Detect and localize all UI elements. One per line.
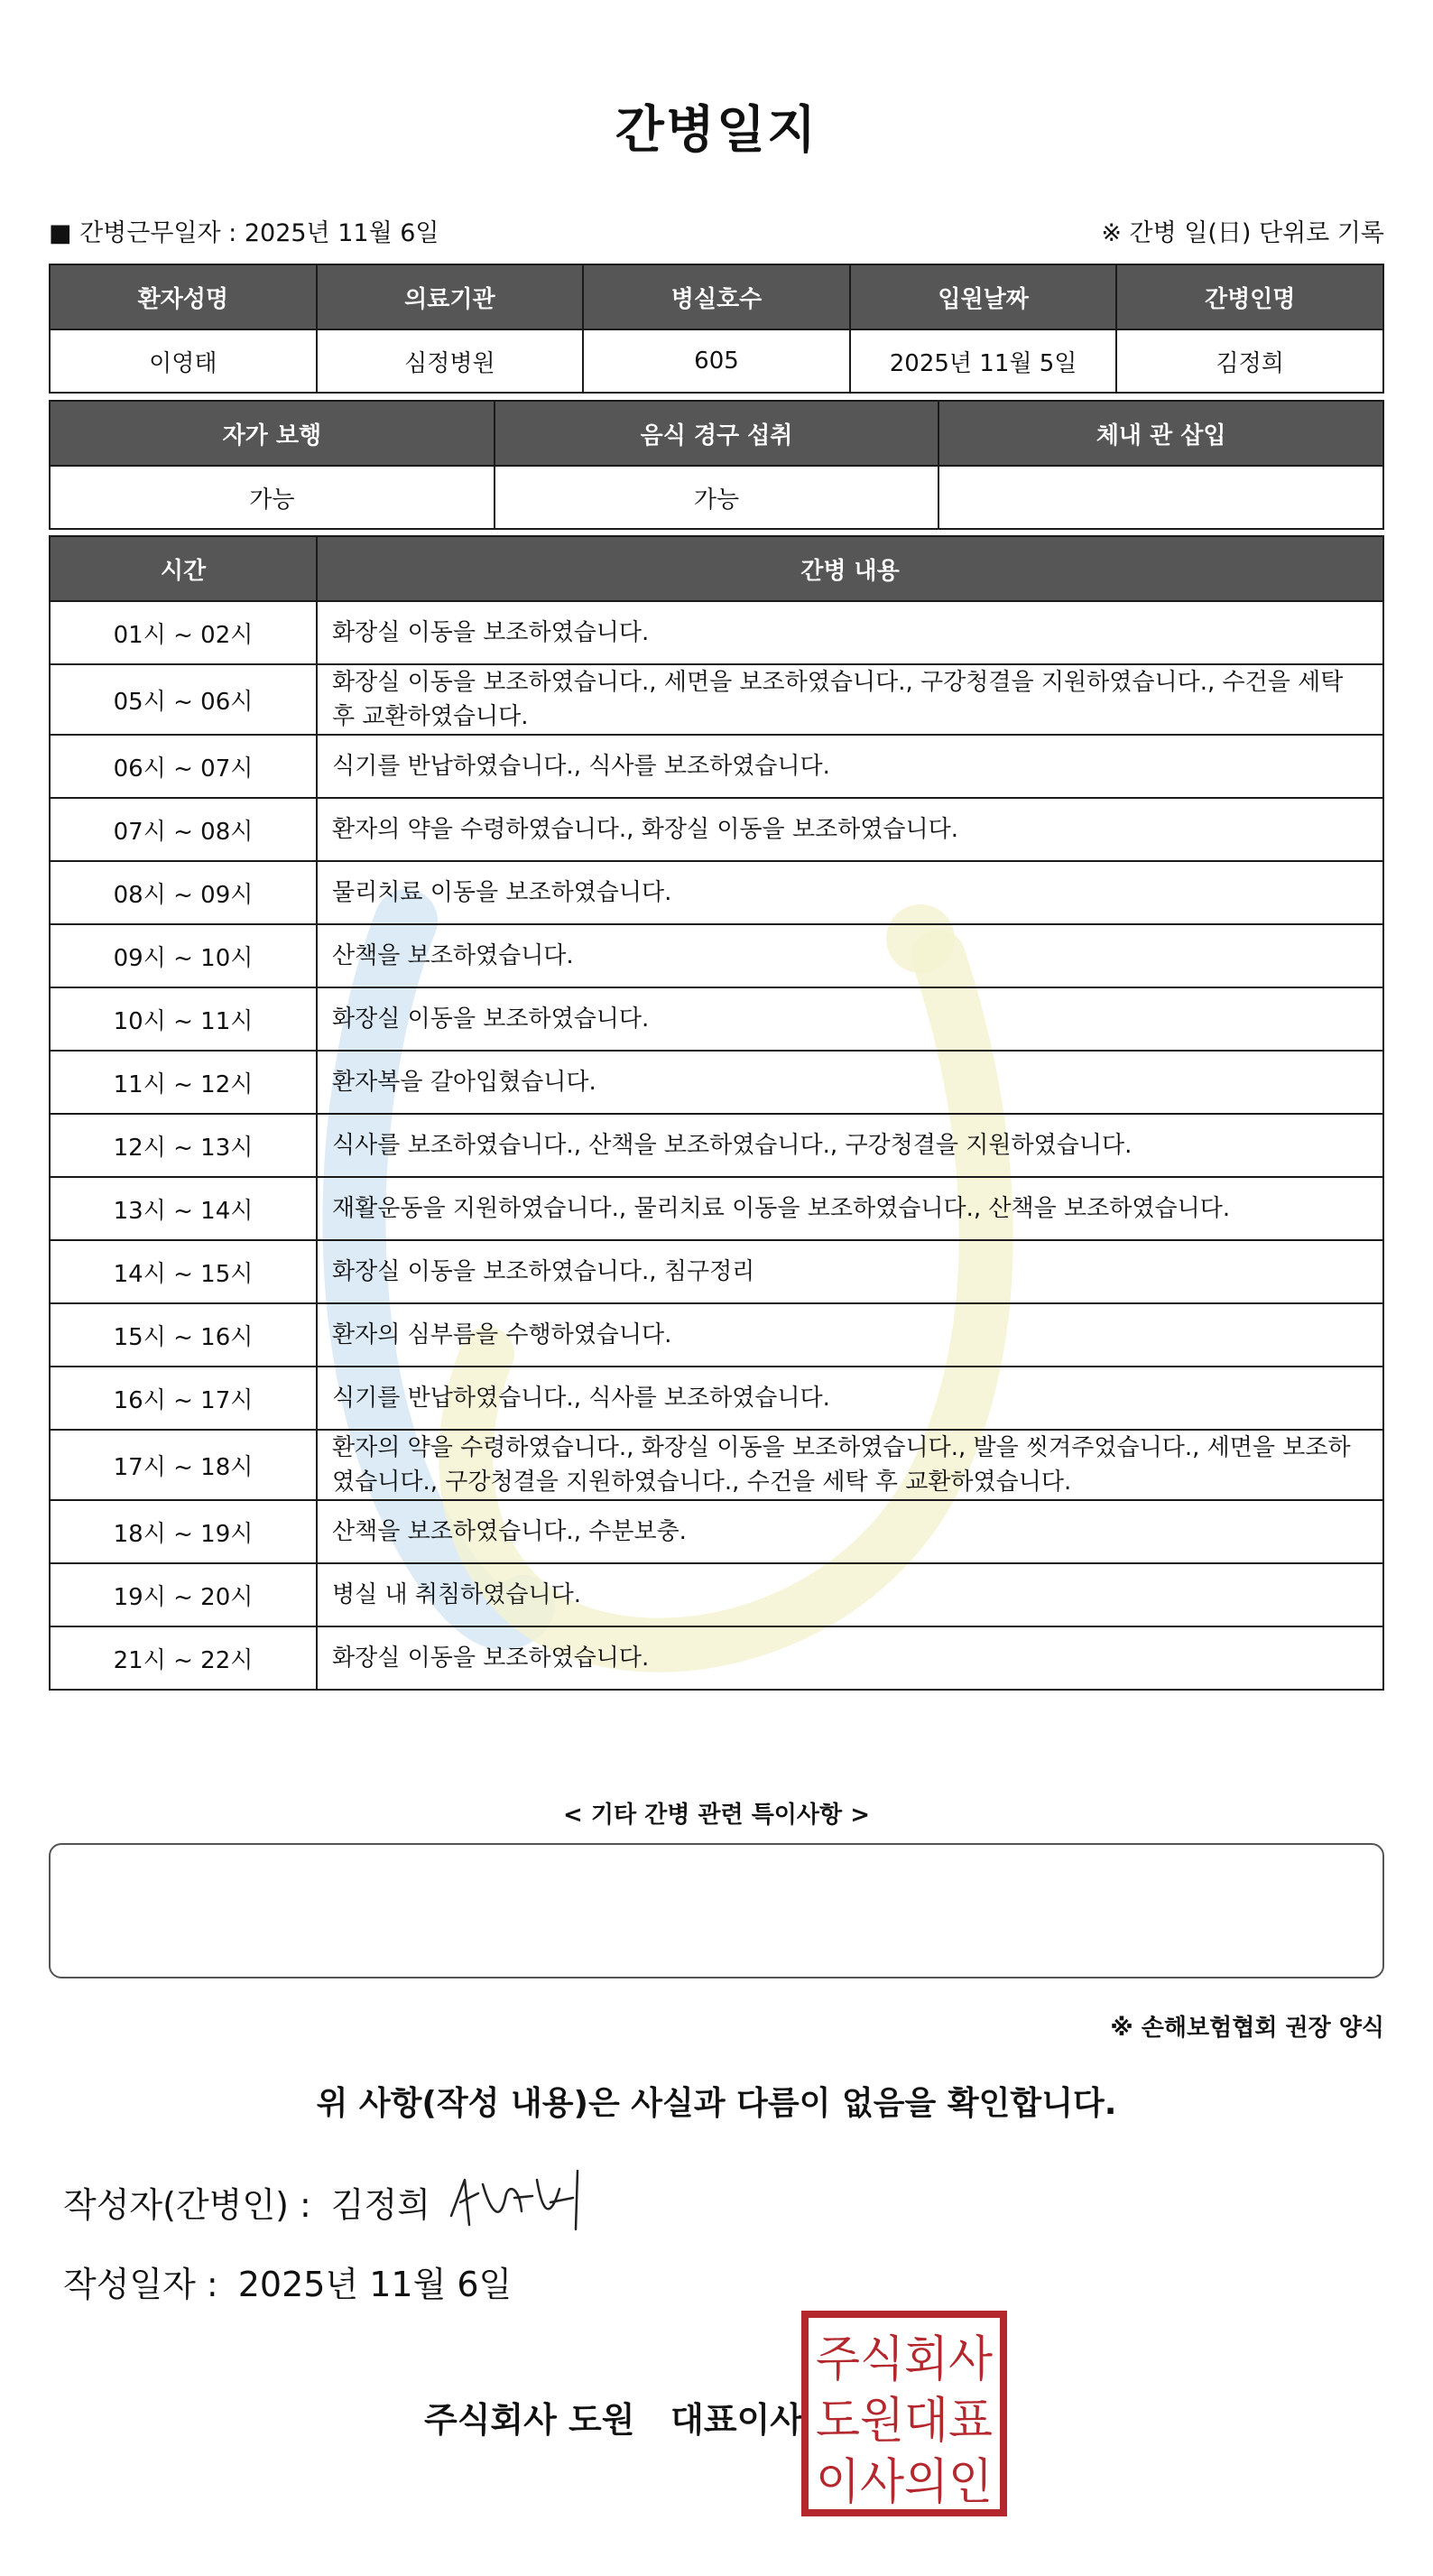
table-row — [50, 1626, 1383, 1690]
log-content: 물리치료 이동을 보조하였습니다. — [317, 861, 1383, 924]
log-time: 17시 ~ 18시 — [50, 1430, 317, 1500]
table-row — [50, 798, 1383, 861]
table-row — [50, 664, 1383, 735]
log-time: 14시 ~ 15시 — [50, 1240, 317, 1303]
care-date: ■ 간병근무일자 : 2025년 11월 6일 — [49, 219, 439, 247]
care-log-table — [49, 535, 1384, 1691]
log-time: 01시 ~ 02시 — [50, 601, 317, 664]
log-content: 식기를 반납하였습니다., 식사를 보조하였습니다. — [317, 1367, 1383, 1430]
header-hospital: 의료기관 — [317, 264, 584, 329]
table-row — [50, 329, 1383, 393]
log-time: 06시 ~ 07시 — [50, 735, 317, 798]
header-tube-insertion: 체내 관 삽입 — [938, 401, 1383, 466]
table-row — [50, 1240, 1383, 1303]
log-time: 13시 ~ 14시 — [50, 1177, 317, 1240]
log-content: 식사를 보조하였습니다., 산책을 보조하였습니다., 구강청결을 지원하였습니다. — [317, 1114, 1383, 1177]
patient-info-table — [49, 264, 1384, 394]
header-room: 병실호수 — [583, 264, 850, 329]
written-date-label: 작성일자 : — [63, 2265, 218, 2304]
table-header-row — [50, 264, 1383, 329]
seal-line-2: 도원대표 — [816, 2392, 993, 2449]
log-content: 화장실 이동을 보조하였습니다. — [317, 987, 1383, 1051]
confirmation-statement: 위 사항(작성 내용)은 사실과 다름이 없음을 확인합니다. — [316, 2085, 1117, 2122]
table-header-row — [50, 536, 1383, 601]
log-content: 병실 내 취침하였습니다. — [317, 1563, 1383, 1626]
table-row — [50, 1114, 1383, 1177]
header-care-content: 간병 내용 — [317, 536, 1383, 601]
patient-name: 이영태 — [50, 329, 317, 393]
log-content: 산책을 보조하였습니다., 수분보충. — [317, 1500, 1383, 1563]
document-title: 간병일지 — [615, 101, 818, 160]
log-time: 21시 ~ 22시 — [50, 1626, 317, 1690]
log-content: 산책을 보조하였습니다. — [317, 924, 1383, 987]
seal-line-1: 주식회사 — [816, 2330, 993, 2387]
log-content: 환자의 약을 수령하였습니다., 화장실 이동을 보조하였습니다., 발을 씻겨주었습니다., 세면을 보조하였습니다., 구강청결을 지원하였습니다., 수건을 세탁 후 교환하였습니다. — [317, 1430, 1383, 1500]
table-row — [50, 601, 1383, 664]
special-notes-box — [49, 1843, 1384, 1978]
table-row — [50, 1177, 1383, 1240]
log-content: 재활운동을 지원하였습니다., 물리치료 이동을 보조하였습니다., 산책을 보조하였습니다. — [317, 1177, 1383, 1240]
log-content: 화장실 이동을 보조하였습니다., 침구정리 — [317, 1240, 1383, 1303]
header-oral-intake: 음식 경구 섭취 — [495, 401, 939, 466]
log-time: 07시 ~ 08시 — [50, 798, 317, 861]
table-row — [50, 1500, 1383, 1563]
caregiver-name: 김정희 — [1116, 329, 1383, 393]
self-walking-value: 가능 — [50, 466, 495, 529]
log-content: 화장실 이동을 보조하였습니다. — [317, 601, 1383, 664]
care-log-body — [50, 601, 1383, 1690]
table-row — [50, 1563, 1383, 1626]
log-time: 10시 ~ 11시 — [50, 987, 317, 1051]
table-row — [50, 1367, 1383, 1430]
log-content: 식기를 반납하였습니다., 식사를 보조하였습니다. — [317, 735, 1383, 798]
admission-date: 2025년 11월 5일 — [850, 329, 1117, 393]
log-content: 환자의 약을 수령하였습니다., 화장실 이동을 보조하였습니다. — [317, 798, 1383, 861]
company-signature: 주식회사 도원 대표이사 — [424, 2400, 803, 2440]
log-time: 08시 ~ 09시 — [50, 861, 317, 924]
log-time: 16시 ~ 17시 — [50, 1367, 317, 1430]
record-unit-note: ※ 간병 일(日) 단위로 기록 — [1101, 219, 1384, 247]
writer-name: 김정희 — [330, 2185, 430, 2225]
table-row — [50, 924, 1383, 987]
log-content: 환자복을 갈아입혔습니다. — [317, 1051, 1383, 1114]
tube-insertion-value — [938, 466, 1383, 529]
seal-line-3: 이사의인 — [816, 2453, 993, 2510]
header-admission-date: 입원날짜 — [850, 264, 1117, 329]
log-content: 화장실 이동을 보조하였습니다. — [317, 1626, 1383, 1690]
log-time: 11시 ~ 12시 — [50, 1051, 317, 1114]
recommended-form-note: ※ 손해보험협회 권장 양식 — [1110, 2015, 1384, 2042]
written-date-value: 2025년 11월 6일 — [237, 2265, 513, 2304]
log-time: 19시 ~ 20시 — [50, 1563, 317, 1626]
header-time: 시간 — [50, 536, 317, 601]
table-row — [50, 466, 1383, 529]
header-self-walking: 자가 보행 — [50, 401, 495, 466]
header-patient-name: 환자성명 — [50, 264, 317, 329]
patient-status-table — [49, 400, 1384, 530]
company-seal-stamp — [801, 2311, 1007, 2516]
writer-label: 작성자(간병인) : — [63, 2185, 311, 2225]
table-row — [50, 735, 1383, 798]
log-content: 환자의 심부름을 수행하였습니다. — [317, 1303, 1383, 1367]
written-date-line — [63, 2256, 512, 2306]
room-number: 605 — [583, 329, 850, 393]
header-caregiver: 간병인명 — [1116, 264, 1383, 329]
table-row — [50, 987, 1383, 1051]
table-row — [50, 1051, 1383, 1114]
writer-line — [63, 2177, 430, 2227]
log-time: 05시 ~ 06시 — [50, 664, 317, 735]
table-header-row — [50, 401, 1383, 466]
table-row — [50, 861, 1383, 924]
oral-intake-value: 가능 — [495, 466, 939, 529]
table-row — [50, 1430, 1383, 1500]
hospital-name: 심정병원 — [317, 329, 584, 393]
table-row — [50, 1303, 1383, 1367]
log-time: 09시 ~ 10시 — [50, 924, 317, 987]
log-time: 12시 ~ 13시 — [50, 1114, 317, 1177]
log-content: 화장실 이동을 보조하였습니다., 세면을 보조하였습니다., 구강청결을 지원하였습니다., 수건을 세탁 후 교환하였습니다. — [317, 664, 1383, 735]
notes-heading: < 기타 간병 관련 특이사항 > — [563, 1802, 870, 1829]
handwritten-signature — [442, 2162, 596, 2243]
log-time: 18시 ~ 19시 — [50, 1500, 317, 1563]
log-time: 15시 ~ 16시 — [50, 1303, 317, 1367]
